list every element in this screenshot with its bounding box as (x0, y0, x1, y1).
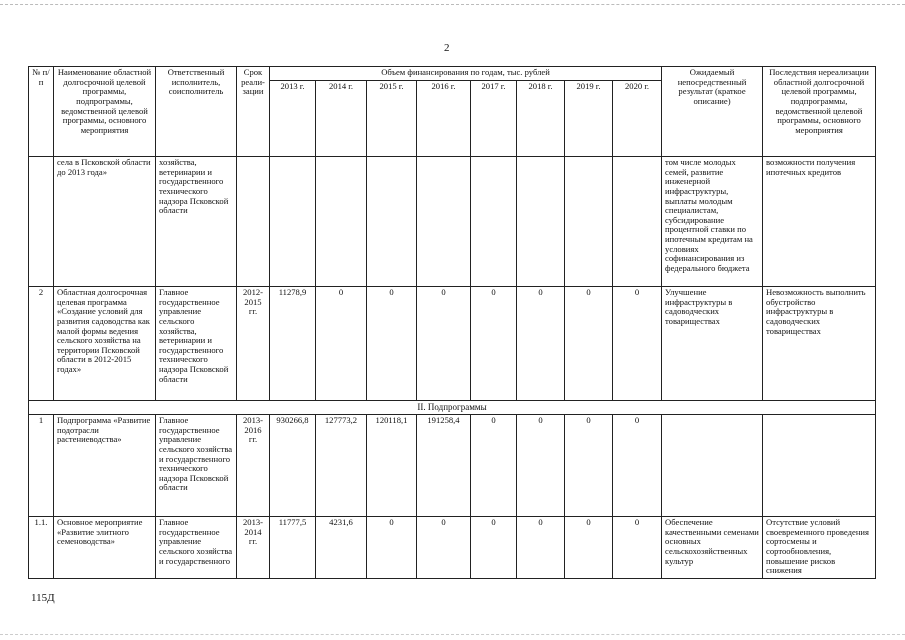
row-value (367, 157, 417, 287)
row-value: 0 (565, 517, 613, 579)
row-result: Обеспечение качественными семенами основных сельскохозяйственных культур (662, 517, 763, 579)
row-value: 0 (517, 287, 565, 401)
row-responsible: Главное государственное управление сельского хозяйства и государственного (156, 517, 237, 579)
row-value: 0 (565, 287, 613, 401)
row-value: 0 (367, 517, 417, 579)
row-name: Подпрограмма «Развитие подотрасли растениеводства» (54, 415, 156, 517)
row-value: 11278,9 (270, 287, 316, 401)
row-consequences: Отсутствие условий своевременного проведения сортосмены и сортообновления, повышение рисков снижения (763, 517, 876, 579)
row-result (662, 415, 763, 517)
row-name: Областная долгосрочная целевая программа «Создание условий для развития садоводства как малой формы ведения сельского хозяйства на территории Псковской области в 2012-2015 годах» (54, 287, 156, 401)
year-header: 2016 г. (417, 81, 471, 157)
row-value: 0 (316, 287, 367, 401)
table-row (29, 157, 876, 287)
row-period: 2013-2016 гг. (237, 415, 270, 517)
year-header: 2013 г. (270, 81, 316, 157)
year-header: 2020 г. (613, 81, 662, 157)
row-value: 0 (613, 287, 662, 401)
row-name: села в Псковской области до 2013 года» (54, 157, 156, 287)
row-value (565, 157, 613, 287)
row-responsible: Главное государственное управление сельского хозяйства, ветеринарии и государственного технического надзора Псковской области (156, 287, 237, 401)
row-consequences: возможности получения ипотечных кредитов (763, 157, 876, 287)
year-header: 2019 г. (565, 81, 613, 157)
table-row (29, 415, 876, 517)
row-num (29, 157, 54, 287)
row-value: 0 (613, 415, 662, 517)
row-result: Улучшение инфраструктуры в садоводческих товариществах (662, 287, 763, 401)
year-header: 2017 г. (471, 81, 517, 157)
row-value: 0 (565, 415, 613, 517)
year-header: 2018 г. (517, 81, 565, 157)
row-value (270, 157, 316, 287)
row-value: 0 (417, 517, 471, 579)
row-consequences (763, 415, 876, 517)
row-value: 0 (517, 517, 565, 579)
section-title: II. Подпрограммы (29, 401, 876, 415)
year-header: 2014 г. (316, 81, 367, 157)
row-num: 1.1. (29, 517, 54, 579)
row-value: 0 (471, 287, 517, 401)
row-consequences: Невозможность выполнить обустройство инфраструктуры в садоводческих товариществах (763, 287, 876, 401)
row-result: том числе молодых семей, развитие инженерной инфраструктуры, выплаты молодым специалистам, субсидирование процентной ставки по ипотечным кредитам на условиях софинансирования из федерального бюджета (662, 157, 763, 287)
section-row (29, 401, 876, 415)
row-value: 127773,2 (316, 415, 367, 517)
col-funding-header: Объем финансирования по годам, тыс. рублей (270, 67, 662, 81)
row-value: 0 (471, 517, 517, 579)
row-value: 930266,8 (270, 415, 316, 517)
row-period: 2012-2015 гг. (237, 287, 270, 401)
page-number: 2 (444, 42, 450, 54)
row-value (316, 157, 367, 287)
row-value (613, 157, 662, 287)
table-row (29, 517, 876, 579)
row-value (417, 157, 471, 287)
row-value: 0 (417, 287, 471, 401)
footer-code: 115Д (31, 592, 55, 604)
row-period: 2013-2014 гг. (237, 517, 270, 579)
col-consequences-header: Последствия нереализации областной долгосрочной целевой программы, подпрограммы, ведомственной целевой программы, основного мероприятия (763, 67, 876, 157)
col-result-header: Ожидаемый непосредственный результат (краткое описание) (662, 67, 763, 157)
row-value: 4231,6 (316, 517, 367, 579)
row-value: 191258,4 (417, 415, 471, 517)
col-period-header: Срок реали-зации (237, 67, 270, 157)
row-value: 11777,5 (270, 517, 316, 579)
row-value: 120118,1 (367, 415, 417, 517)
row-num: 1 (29, 415, 54, 517)
col-num-header: № п/п (29, 67, 54, 157)
year-header: 2015 г. (367, 81, 417, 157)
table-row (29, 287, 876, 401)
row-responsible: Главное государственное управление сельского хозяйства и государственного технического надзора Псковской области (156, 415, 237, 517)
row-responsible: хозяйства, ветеринарии и государственного технического надзора Псковской области (156, 157, 237, 287)
row-value: 0 (471, 415, 517, 517)
header-row (29, 67, 876, 81)
col-name-header: Наименование областной долгосрочной целевой программы, подпрограммы, ведомственной целевой программы, основного мероприятия (54, 67, 156, 157)
row-value: 0 (367, 287, 417, 401)
row-name: Основное мероприятие «Развитие элитного семеноводства» (54, 517, 156, 579)
row-value (517, 157, 565, 287)
program-table (28, 66, 876, 579)
scan-edge-top (0, 4, 905, 5)
row-value (471, 157, 517, 287)
row-num: 2 (29, 287, 54, 401)
row-period (237, 157, 270, 287)
row-value: 0 (613, 517, 662, 579)
col-responsible-header: Ответственный исполнитель, соисполнитель (156, 67, 237, 157)
row-value: 0 (517, 415, 565, 517)
scan-edge-bottom (0, 634, 905, 635)
